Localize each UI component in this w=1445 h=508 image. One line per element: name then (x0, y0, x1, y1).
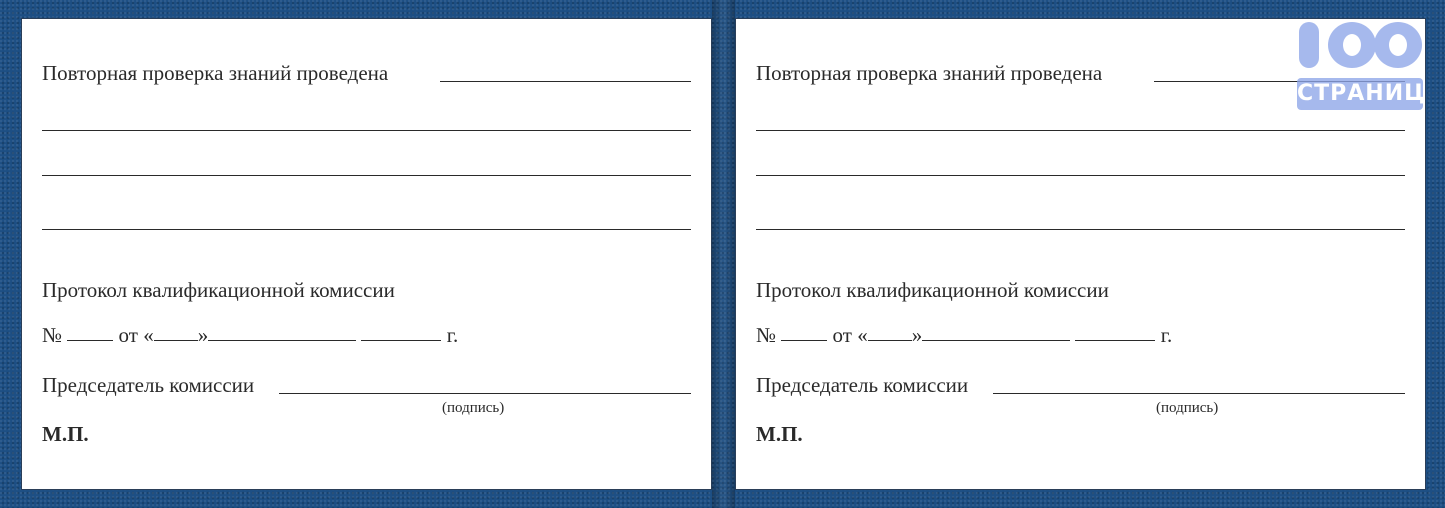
signature-blank (279, 393, 691, 394)
watermark-logo (1291, 16, 1428, 114)
month-blank (922, 340, 1070, 341)
blank-line-1 (756, 130, 1405, 131)
left-page (22, 19, 711, 489)
stamp-label: М.П. (42, 422, 89, 446)
blank-line-1 (42, 130, 691, 131)
protocol-title: Протокол квалификационной комиссии (42, 278, 395, 302)
chairman-row (756, 375, 968, 396)
month-blank (208, 340, 356, 341)
recheck-label: Повторная проверка знаний проведена (756, 61, 1103, 85)
number-sign: № (756, 323, 777, 347)
recheck-row (42, 63, 388, 84)
year-blank (361, 340, 441, 341)
quote-close: » (911, 323, 923, 347)
day-blank (154, 340, 198, 341)
signature-caption: (подпись) (442, 400, 505, 416)
blank-line-2 (42, 175, 691, 176)
stamp-label: М.П. (756, 422, 803, 446)
quote-open: « (143, 323, 154, 347)
signature-caption: (подпись) (1156, 400, 1219, 416)
from-label: от (118, 323, 138, 347)
watermark-digits-graphic (1297, 20, 1423, 70)
blank-line-3 (756, 229, 1405, 230)
recheck-row (756, 63, 1102, 84)
protocol-title: Протокол квалификационной комиссии (756, 278, 1109, 302)
year-blank (1075, 340, 1155, 341)
protocol-number-row (756, 325, 1172, 346)
watermark-text: СТРАНИЦ (1297, 78, 1423, 110)
year-suffix: г. (446, 323, 459, 347)
chairman-row (42, 375, 254, 396)
quote-open: « (857, 323, 868, 347)
signature-blank (993, 393, 1405, 394)
protocol-number-row (42, 325, 458, 346)
quote-close: » (197, 323, 209, 347)
recheck-label: Повторная проверка знаний проведена (42, 61, 389, 85)
blank-line-3 (42, 229, 691, 230)
from-label: от (832, 323, 852, 347)
day-blank (868, 340, 912, 341)
chairman-label: Председатель комиссии (42, 373, 255, 397)
number-blank (781, 340, 827, 341)
chairman-label: Председатель комиссии (756, 373, 969, 397)
number-sign: № (42, 323, 63, 347)
book-spine (712, 0, 735, 508)
year-suffix: г. (1160, 323, 1173, 347)
number-blank (67, 340, 113, 341)
recheck-blank (440, 81, 691, 82)
blank-line-2 (756, 175, 1405, 176)
